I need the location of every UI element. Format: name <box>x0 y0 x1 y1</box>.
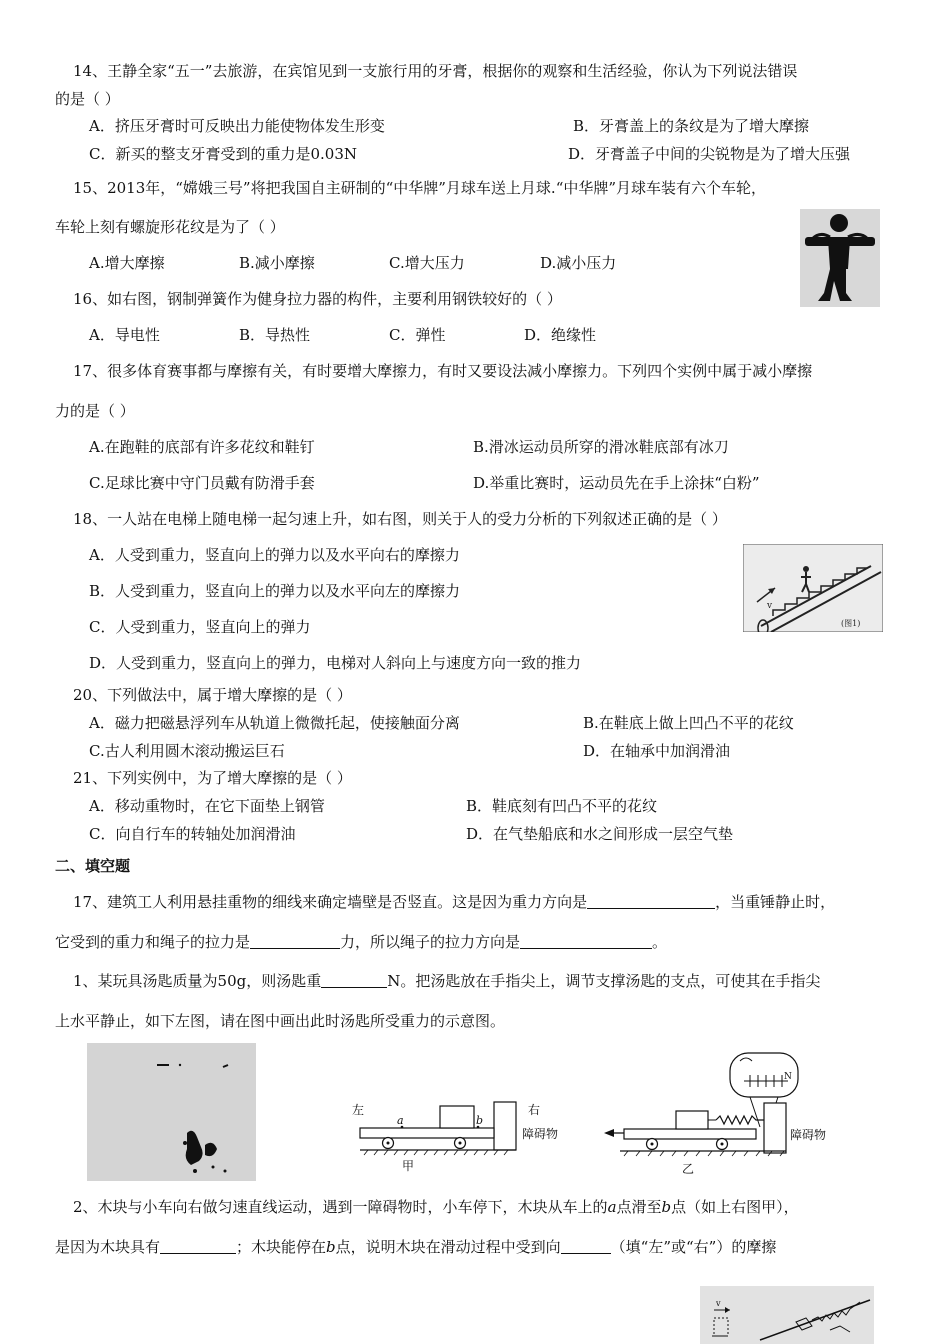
fill2-blank-1[interactable] <box>160 1237 236 1254</box>
q17-stem-line2: 力的是（ ） <box>55 402 135 420</box>
spoon-photo <box>87 1043 256 1181</box>
fill17-line2 <box>55 932 667 952</box>
q15-option-d: D.减小压力 <box>540 254 617 272</box>
q18-option-b: B．人受到重力，竖直向上的弹力以及水平向左的摩擦力 <box>89 582 461 600</box>
fill2-text-2: 点滑至 <box>616 1198 662 1216</box>
q20-option-b: B.在鞋底上做上凹凸不平的花纹 <box>583 714 794 732</box>
q16-option-d: D．绝缘性 <box>524 326 597 344</box>
q18-stem: 18、一人站在电梯上随电梯一起匀速上升，如右图，则关于人的受力分析的下列叙述正确的是（ ） <box>73 510 727 528</box>
q18-option-c: C．人受到重力，竖直向上的弹力 <box>89 618 311 636</box>
fill17-blank-3[interactable] <box>520 932 652 949</box>
jia-caption: 甲 <box>402 1159 415 1173</box>
q14-stem-line2: 的是（ ） <box>55 90 120 108</box>
escalator-v-label: v <box>767 601 773 611</box>
fill2-point-a: a <box>607 1198 617 1216</box>
fill2-text-6: 点，说明木块在滑动过程中受到向 <box>335 1238 561 1256</box>
fill2-blank-2[interactable] <box>561 1237 611 1254</box>
q16-stem: 16、如右图，钢制弹簧作为健身拉力器的构件，主要利用钢铁较好的（ ） <box>73 290 562 308</box>
q20-option-c: C.古人利用圆木滚动搬运巨石 <box>89 742 285 760</box>
yi-caption: 乙 <box>682 1162 695 1176</box>
fill17-text-1: 17、建筑工人利用悬挂重物的细线来确定墙壁是否竖直。这是因为重力方向是 <box>73 893 588 911</box>
q14-option-c: C．新买的整支牙膏受到的重力是0.03N <box>89 145 358 163</box>
cart-figure-yi <box>600 1049 845 1179</box>
q15-option-b: B.减小摩擦 <box>239 254 315 272</box>
q21-option-d: D．在气垫船底和水之间形成一层空气垫 <box>466 825 734 843</box>
escalator-figure <box>743 544 883 632</box>
fill2-line1 <box>73 1197 799 1217</box>
q20-stem: 20、下列做法中，属于增大摩擦的是（ ） <box>73 686 352 704</box>
q15-stem-line2: 车轮上刻有螺旋形花纹是为了（ ） <box>55 218 285 236</box>
q21-option-b: B．鞋底刻有凹凸不平的花纹 <box>466 797 658 815</box>
jia-left-label: 左 <box>352 1103 365 1117</box>
fill17-text-4: 力，所以绳子的拉力方向是 <box>340 933 521 951</box>
q14-stem-line1: 14、王静全家“五一”去旅游，在宾馆见到一支旅行用的牙膏，根据你的观察和生活经验，你认为下列说法错误 <box>73 62 798 80</box>
q15-stem-line1: 15、2013年，“嫦娥三号”将把我国自主研制的“中华牌”月球车送上月球.“中华牌”月球车装有六个车轮， <box>73 179 767 197</box>
q17-stem-line1: 17、很多体育赛事都与摩擦有关，有时要增大摩擦力，有时又要设法减小摩擦力。下列四个实例中属于减小摩擦 <box>73 362 813 380</box>
incline-v-label: v <box>716 1299 721 1308</box>
q14-option-d: D．牙膏盖子中间的尖锐物是为了增大压强 <box>568 145 851 163</box>
fill17-text-2: ，当重锤静止时， <box>715 893 836 911</box>
q17-option-c: C.足球比赛中守门员戴有防滑手套 <box>89 474 315 492</box>
q17-option-b: B.滑冰运动员所穿的滑冰鞋底部有冰刀 <box>473 438 729 456</box>
q17-option-d: D.举重比赛时，运动员先在手上涂抹“白粉” <box>473 474 760 492</box>
incline-figure <box>700 1286 874 1344</box>
fill1-text-1: 1、某玩具汤匙质量为50g，则汤匙重 <box>73 972 322 990</box>
q20-option-a: A．磁力把磁悬浮列车从轨道上微微托起，使接触面分离 <box>89 714 460 732</box>
q21-option-a: A．移动重物时，在它下面垫上钢管 <box>89 797 325 815</box>
q15-option-c: C.增大压力 <box>389 254 465 272</box>
jia-point-a: a <box>397 1114 404 1127</box>
fill17-line1 <box>73 892 835 912</box>
q16-option-a: A．导电性 <box>89 326 160 344</box>
q14-option-b: B．牙膏盖上的条纹是为了增大摩擦 <box>573 117 810 135</box>
yi-scale-unit: N <box>784 1072 792 1082</box>
fill17-text-5: 。 <box>652 933 668 951</box>
q15-option-a: A.增大摩擦 <box>89 254 165 272</box>
fill1-blank-1[interactable] <box>321 971 387 988</box>
q16-option-b: B．导热性 <box>239 326 311 344</box>
fill2-text-5: ；木块能停在 <box>236 1238 327 1256</box>
escalator-fig-label: (图1) <box>841 619 861 628</box>
fill2-point-b: b <box>661 1198 672 1216</box>
q17-option-a: A.在跑鞋的底部有许多花纹和鞋钉 <box>89 438 315 456</box>
fill17-blank-1[interactable] <box>587 892 715 909</box>
fill2-text-1: 2、木块与小车向右做匀速直线运动，遇到一障碍物时，小车停下，木块从车上的 <box>73 1198 608 1216</box>
q18-option-d: D．人受到重力，竖直向上的弹力，电梯对人斜向上与速度方向一致的推力 <box>89 654 582 672</box>
jia-point-b: b <box>476 1114 484 1127</box>
jia-obstacle-label: 障碍物 <box>522 1127 559 1141</box>
fill1-line2: 上水平静止，如下左图，请在图中画出此时汤匙所受重力的示意图。 <box>55 1012 506 1030</box>
q16-option-c: C．弹性 <box>389 326 446 344</box>
cart-figure-jia <box>346 1098 581 1178</box>
fill2-text-4: 是因为木块具有 <box>55 1238 161 1256</box>
fill2-line2 <box>55 1237 776 1257</box>
q18-option-a: A．人受到重力，竖直向上的弹力以及水平向右的摩擦力 <box>89 546 460 564</box>
q21-stem: 21、下列实例中，为了增大摩擦的是（ ） <box>73 769 352 787</box>
q20-option-d: D．在轴承中加润滑油 <box>583 742 731 760</box>
fill2-point-b2: b <box>326 1238 336 1256</box>
jia-right-label: 右 <box>528 1103 541 1117</box>
yi-obstacle-label: 障碍物 <box>790 1128 827 1142</box>
fill17-blank-2[interactable] <box>250 932 340 949</box>
fill1-line1 <box>73 971 820 991</box>
q21-option-c: C．向自行车的转轴处加润滑油 <box>89 825 296 843</box>
section-heading-fill-blank: 二、填空题 <box>55 857 131 875</box>
fill2-text-3: 点（如上右图甲）， <box>671 1198 799 1216</box>
chest-expander-figure <box>800 209 880 307</box>
q14-option-a: A．挤压牙膏时可反映出力能使物体发生形变 <box>89 117 385 135</box>
fill17-text-3: 它受到的重力和绳子的拉力是 <box>55 933 251 951</box>
fill1-text-2: N。把汤匙放在手指尖上，调节支撑汤匙的支点，可使其在手指尖 <box>387 972 821 990</box>
fill2-text-7: （填“左”或“右”）的摩擦 <box>610 1238 777 1256</box>
